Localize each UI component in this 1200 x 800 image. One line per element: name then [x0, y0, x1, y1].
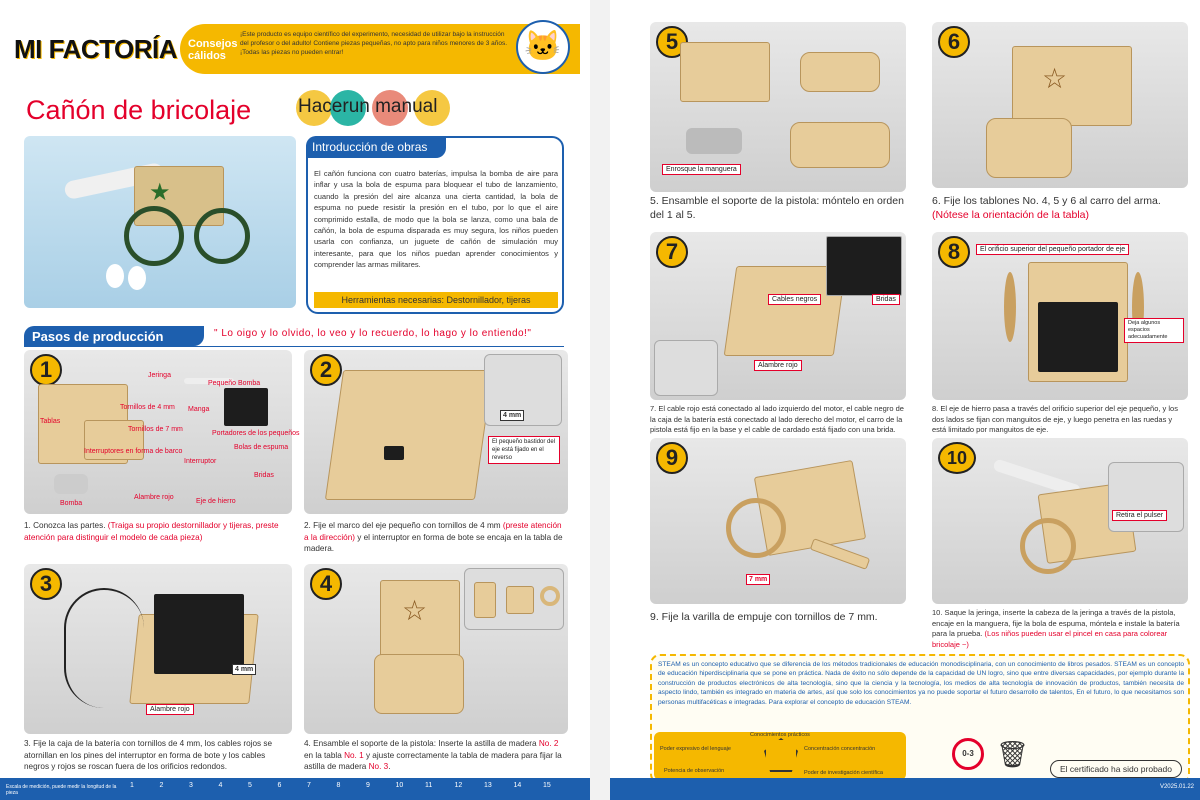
step6-number: 6 [938, 26, 970, 58]
step1-label-alambre: Alambre rojo [134, 494, 174, 501]
step7-label-bridas: Bridas [872, 294, 900, 305]
step1-number: 1 [30, 354, 62, 386]
steps-quote: " Lo oigo y lo olvido, lo veo y lo recuerdo, lo hago y lo entiendo!" [214, 328, 532, 339]
step1-label-interruptores: Interruptores en forma de barco [84, 448, 183, 455]
radar-label-4: Poder de investigación científica [804, 770, 883, 776]
step1-label-tornillos7: Tornillos de 7 mm [128, 426, 183, 433]
ruler-right [610, 778, 1200, 800]
page-gutter [590, 0, 610, 800]
radar-label-0: Conocimientos prácticos [750, 732, 810, 738]
age-warning-icon: 0-3 [952, 738, 984, 770]
left-page [0, 0, 590, 800]
step10-number: 10 [938, 442, 976, 474]
ruler-number: 7 [307, 782, 311, 789]
radar-label-1: Poder expresivo del lenguaje [660, 746, 731, 752]
step6-photo: 6 ☆ [932, 22, 1188, 188]
ruler-number: 3 [189, 782, 193, 789]
step9-number: 9 [656, 442, 688, 474]
tools-banner: Herramientas necesarias: Destornillador, tijeras [314, 292, 558, 308]
step6-caption: 6. Fije los tablones No. 4, 5 y 6 al carro del arma. (Nótese la orientación de la tabla) [932, 195, 1161, 221]
step1-label-bomba: Bomba [60, 500, 83, 507]
ruler-number: 1 [130, 782, 134, 789]
mascot-icon: 🐱 [516, 20, 570, 74]
ruler-number: 12 [454, 782, 463, 789]
cannon-hero-photo: ★ [24, 136, 296, 308]
step5-label: Enrosque la manguera [662, 164, 741, 175]
manual-word-2: un [348, 96, 370, 117]
step3-photo [24, 564, 292, 734]
tips-title: Consejos cálidos [188, 38, 238, 62]
ruler-number: 5 [248, 782, 252, 789]
radar-label-2: Concentración concentración [804, 746, 876, 752]
step9-photo [650, 438, 906, 604]
step5-caption: 5. Ensamble el soporte de la pistola: móntelo en orden del 1 al 5. [650, 195, 904, 221]
step10-photo [932, 438, 1188, 604]
step4-photo: 4 ☆ [304, 564, 568, 734]
step10-label: Retira el pulser [1112, 510, 1167, 521]
step4-caption: 4. Ensamble el soporte de la pistola: Inserte la astilla de madera No. 2 en la tabla No. 1 y ajuste correctamente la tabla de madera para fijar la astilla de madera No. 3. [304, 739, 562, 771]
step1-label-bridas: Bridas [254, 472, 274, 479]
step1-label-eje: Eje de hierro [196, 498, 236, 505]
step3-screw-tag: 4 mm [232, 664, 256, 675]
step2-note: El pequeño bastidor del eje está fijado en el reverso [488, 436, 560, 464]
step7-photo [650, 232, 906, 400]
ruler-number: 9 [366, 782, 370, 789]
step3-number: 3 [30, 568, 62, 600]
trash-bin-icon: 🗑 [996, 739, 1030, 769]
step1-label-portadores: Portadores de los pequeños [212, 430, 300, 437]
intro-text: El cañón funciona con cuatro baterías, impulsa la bomba de aire para inflar y usa la bola de espuma para bloquear el tubo de lanzamiento, cuando la presión del aire alcanza una cierta cantidad, la bola de espuma no puede resistir la presión en el tubo, por lo que el aire comprimido estalla, de modo que la bola se lanza, como una bala de cañón, la bola de espuma disparada es muy segura, los niños pueden usarla con confianza, un juguete de cañón de simulación muy interesante, para que los niños puedan aprender conocimientos y comprender las armas militares. [314, 169, 558, 270]
step8-label-top: El orificio superior del pequeño portador de eje [976, 244, 1129, 255]
step5-photo [650, 22, 906, 192]
step7-label-alambre: Alambre rojo [754, 360, 802, 371]
ruler-number: 15 [543, 782, 551, 789]
step2-photo [304, 350, 568, 514]
step3-label: Alambre rojo [146, 704, 194, 715]
step7-caption: 7. El cable rojo está conectado al lado izquierdo del motor, el cable negro de la caja de la batería está conectado al lado derecho del motor, el carro de la pistola está fijo en la base y el cable de cardado está fijado con una brida. [650, 404, 904, 434]
ruler-number: 6 [277, 782, 282, 789]
step8-label-side: Deja algunos espacios adecuadamente [1124, 318, 1184, 343]
step10-caption: 10. Saque la jeringa, inserte la cabeza de la jeringa a través de la pistola, encaje en la manguera, fije la bola de espuma, móntela e instale la batería para la prueba. (Los niños pueden usar el pincel en casa para colorear bricolaje ~) [932, 608, 1180, 649]
ruler-note: Escala de medición, puede medir la longitud de la pieza [6, 784, 117, 796]
ruler-left [0, 778, 590, 800]
step8-number: 8 [938, 236, 970, 268]
right-page [610, 0, 1200, 800]
radar-label-3: Potencia de observación [664, 768, 725, 774]
manual-word-1: Hacer [298, 96, 349, 117]
tips-text: ¡Este producto es equipo científico del experimento, necesidad de utilizar bajo la instrucción del profesor o del adulto! Contiene piezas pequeñas, no apto para niños menores de 3 años. ¡Todas las piezas no pueden entrar! [240, 31, 508, 56]
certificate-badge: El certificado ha sido probado [1050, 760, 1182, 778]
step2-screw-tag: 4 mm [500, 410, 524, 421]
ruler-number: 2 [159, 782, 164, 789]
steps-header: Pasos de producción [24, 326, 204, 346]
intro-title: Introducción de obras [306, 136, 446, 158]
step1-photo [24, 350, 300, 514]
step9-caption: 9. Fije la varilla de empuje con tornillos de 7 mm. [650, 611, 878, 623]
page-title: Cañón de bricolaje [26, 95, 252, 125]
step1-label-jeringa: Jeringa [148, 372, 171, 379]
brand-logo: MI FACTORÍA [14, 34, 178, 64]
radar-icon [764, 738, 798, 772]
step3-caption: 3. Fije la caja de la batería con tornillos de 4 mm, los cables rojos se atornillan en los pines del interruptor en forma de bote y los cables negros y rojos se roscan fuera de los orificios redondos. [24, 739, 273, 771]
step1-caption: 1. Conozca las partes. (Traiga su propio destornillador y tijeras, preste atención para distinguir el modelo de cada pieza) [24, 521, 279, 542]
step1-label-pequeno: Pequeño Bomba [208, 380, 261, 387]
step1-label-tornillos4: Tornillos de 4 mm [120, 404, 175, 411]
ruler-number: 10 [395, 782, 404, 789]
ruler-number: 11 [425, 782, 433, 789]
ruler-number: 14 [513, 782, 522, 789]
ruler-number: 13 [484, 782, 492, 789]
ruler-number: 4 [218, 782, 223, 789]
manual-word-3: manual [375, 96, 438, 117]
step5-number: 5 [656, 26, 688, 58]
step1-label-manga: Manga [188, 406, 210, 413]
step7-label-cables: Cables negros [768, 294, 821, 305]
steam-panel [650, 654, 1190, 784]
step1-label-tablas: Tablas [40, 418, 61, 425]
ruler-number: 8 [336, 782, 341, 789]
step1-label-bolas: Bolas de espuma [234, 444, 289, 451]
step8-photo [932, 232, 1188, 400]
step2-number: 2 [310, 354, 342, 386]
step4-number: 4 [310, 568, 342, 600]
tips-box [180, 24, 580, 74]
step2-caption: 2. Fije el marco del eje pequeño con tornillos de 4 mm (preste atención a la dirección) y el interruptor en forma de bote se encaja en la tabla de madera. [304, 521, 563, 553]
step1-label-interruptor: Interruptor [184, 458, 217, 465]
steam-text: STEAM es un concepto educativo que se diferencia de los métodos tradicionales de educación monodisciplinaria, con un conocimiento de libros pesados. STEAM es un concepto de educación hiperdisciplinaria que se pone en práctica. Nada de éxito no sólo depende de la capacidad de UN logro, sino que entre diversas capacidades, por ejemplo durante la construcción de productos electrónicos de alta tecnología, sino que la ciencia y la tecnología, los medios de alta tecnología de innovación de productos, también necesita de aspecto lindo, también es integrado en materia de artes, así que solo los conocimientos ya no puede soportar el futuro desarrollo de talentos, En el futuro, lo que necesitamos son personas multifacéticas e integradas. Para explorar el concepto de educación STEAM. [658, 661, 1184, 706]
version-date: V2025.01.22 [1159, 784, 1194, 790]
intro-box [306, 136, 564, 314]
steam-radar [654, 732, 906, 780]
step9-screw-tag: 7 mm [746, 574, 770, 585]
step7-number: 7 [656, 236, 688, 268]
step8-caption: 8. El eje de hierro pasa a través del orificio superior del eje pequeño, y los dos lados se fijan con manguitos de eje, y luego penetra en las ruedas y está limitado por manguitos de eje. [932, 404, 1178, 434]
